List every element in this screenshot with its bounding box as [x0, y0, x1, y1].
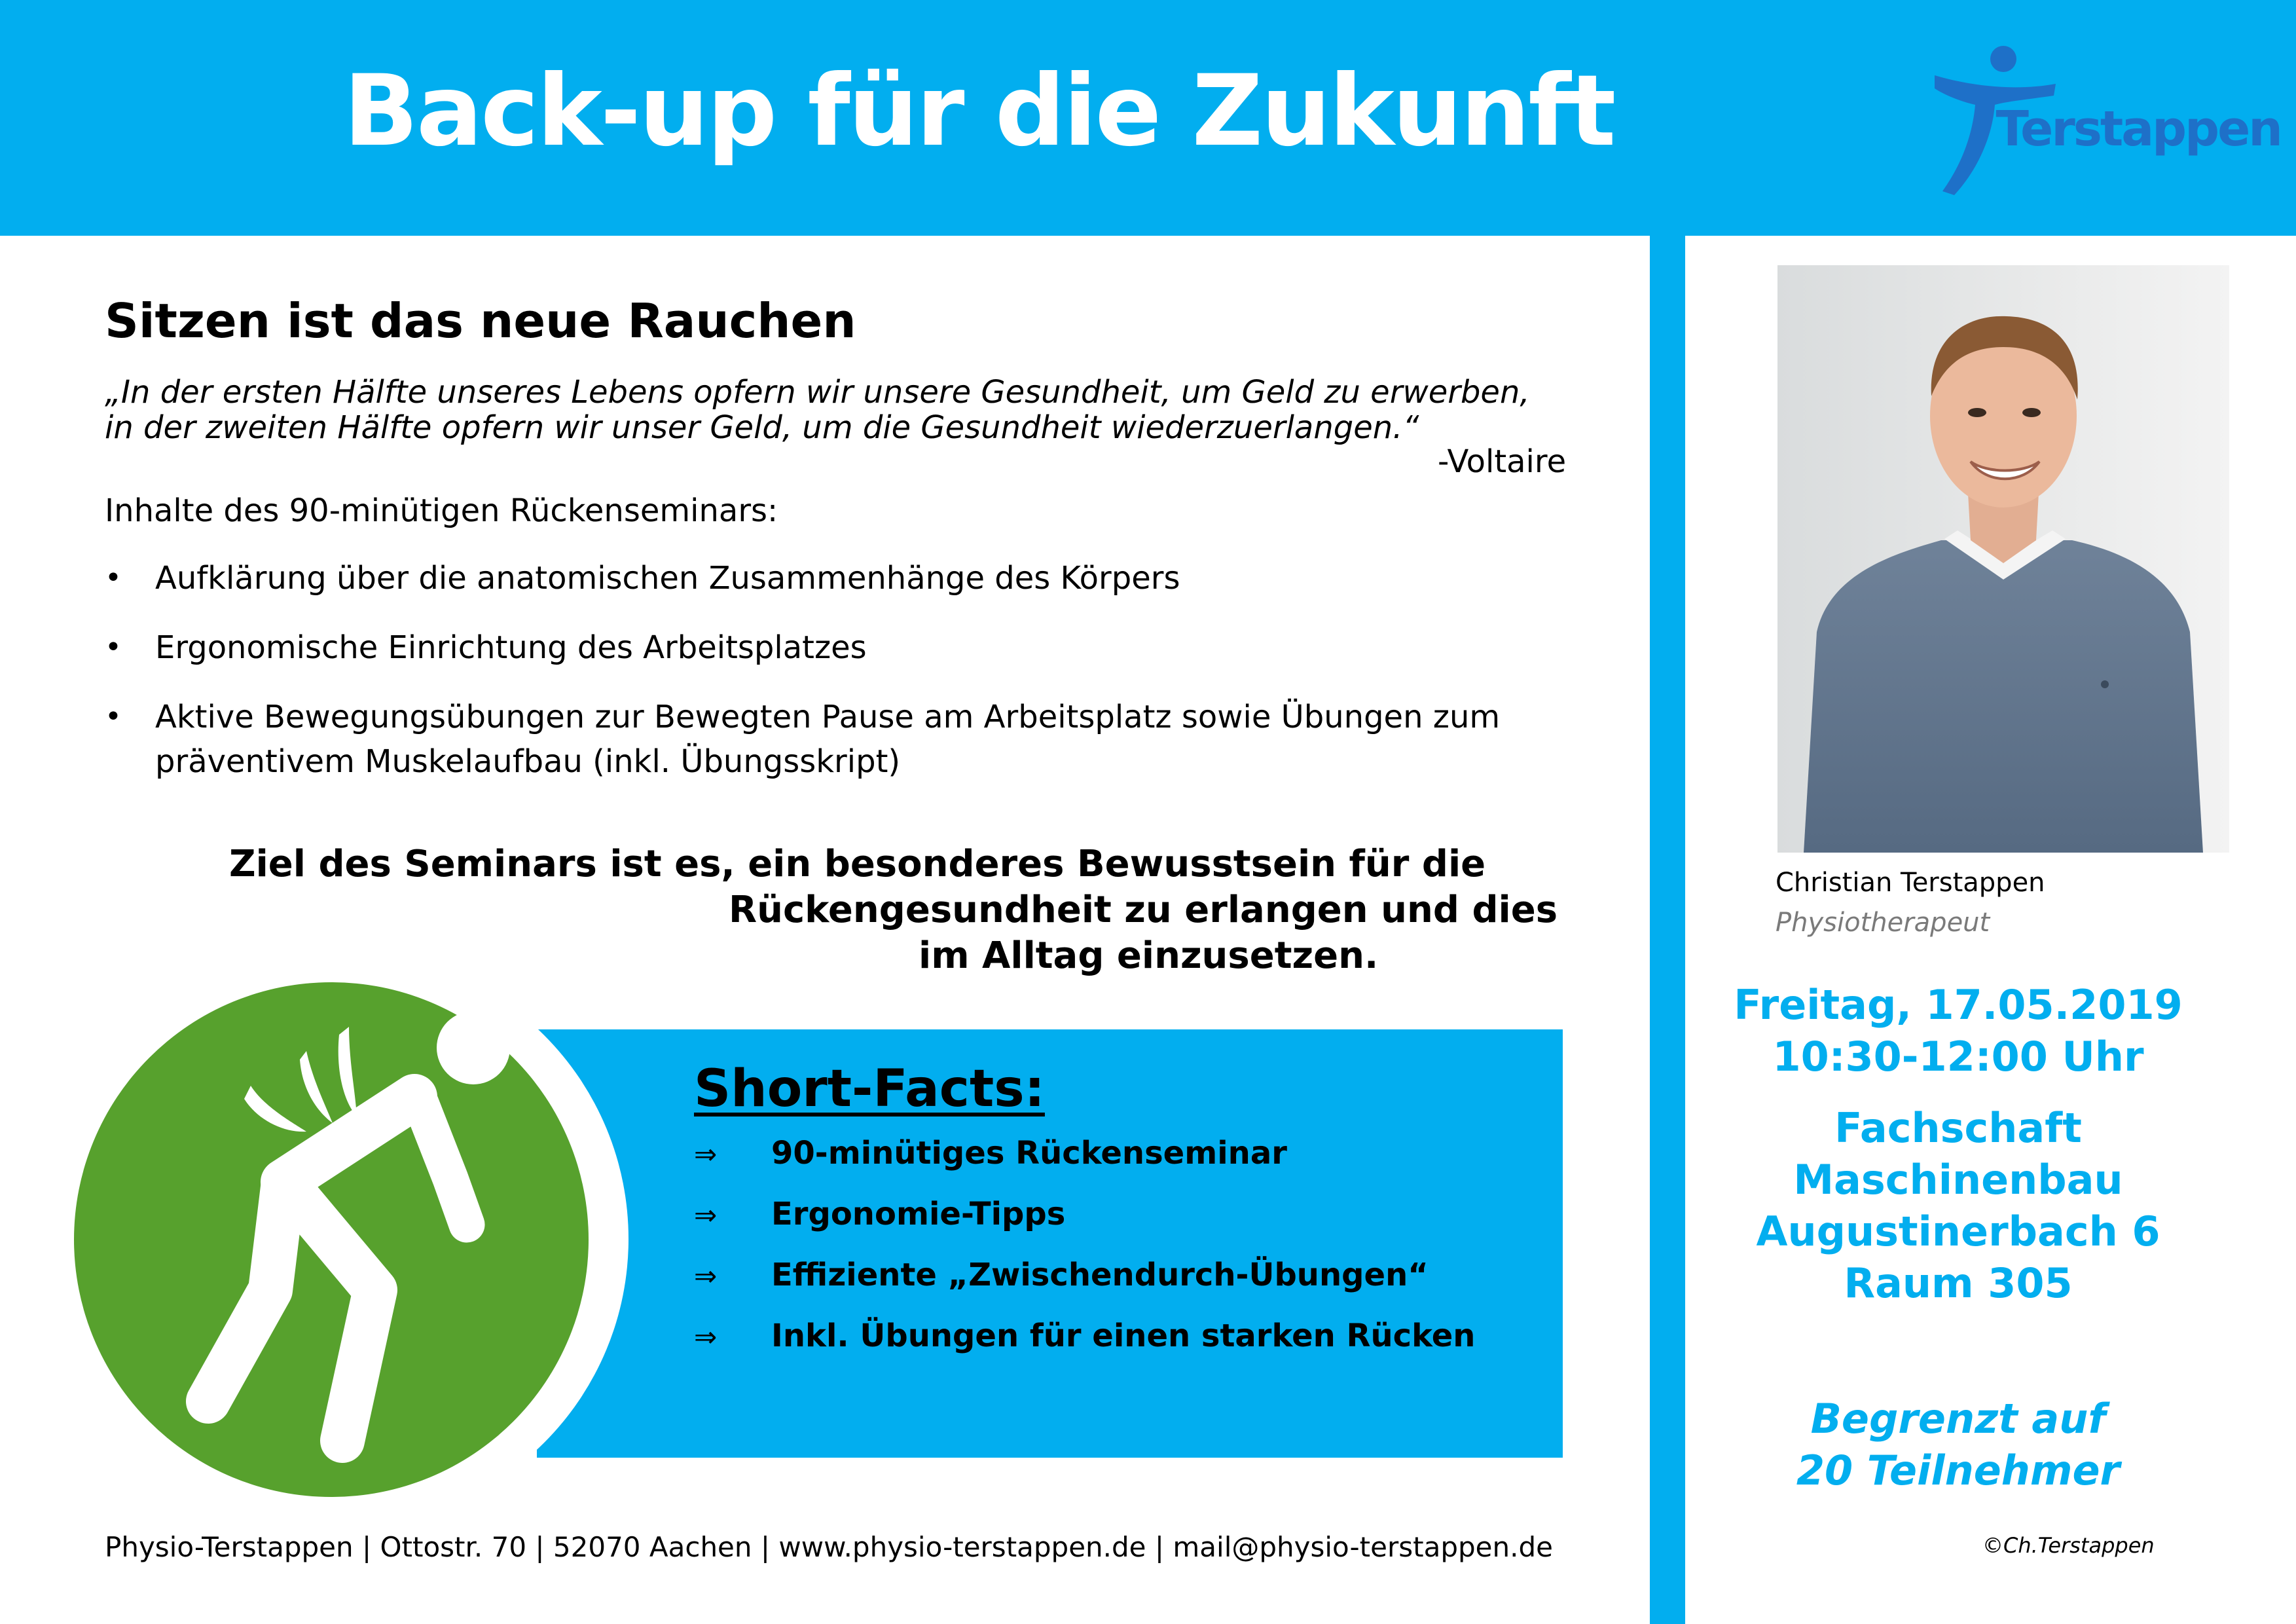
goal-line: Rückengesundheit zu erlangen und dies	[729, 889, 1558, 931]
arrow-right-icon: ⇒	[694, 1138, 718, 1170]
arrow-right-icon: ⇒	[694, 1260, 718, 1292]
speaker-role: Physiotherapeut	[1776, 908, 1990, 938]
list-item-continuation: präventivem Muskelaufbau (inkl. Übungsskript)	[155, 743, 901, 780]
list-item-text: Aktive Bewegungsübungen zur Bewegten Pause am Arbeitsplatz sowie Übungen zum	[155, 699, 1501, 735]
intro-text: Inhalte des 90-minütigen Rückenseminars:	[105, 492, 778, 529]
footer-contact: Physio-Terstappen | Ottostr. 70 | 52070 Aachen | www.physio-terstappen.de | mail@physio-terstappen.de	[105, 1531, 1553, 1563]
section-heading: Sitzen ist das neue Rauchen	[105, 293, 856, 348]
event-time: 10:30-12:00 Uhr	[1772, 1033, 2144, 1080]
divider-strip	[1650, 236, 1685, 1624]
portrait-photo	[1777, 265, 2229, 853]
page-title: Back-up für die Zukunft	[343, 54, 1614, 168]
speaker-name: Christian Terstappen	[1776, 868, 2045, 898]
event-location-line: Fachschaft	[1834, 1104, 2082, 1152]
event-date: Freitag, 17.05.2019	[1734, 981, 2183, 1029]
logo-text	[1994, 100, 2281, 158]
arrow-right-icon: ⇒	[694, 1321, 718, 1353]
goal-line: im Alltag einzusetzen.	[919, 934, 1379, 977]
bullet-icon: •	[105, 561, 122, 595]
event-location-line: Raum 305	[1844, 1259, 2073, 1307]
list-item-text: Aufklärung über die anatomischen Zusammenhänge des Körpers	[155, 560, 1180, 597]
quote-line: in der zweiten Hälfte opfern wir unser Geld, um die Gesundheit wiederzuerlangen.“	[105, 409, 1419, 446]
fact-text: Ergonomie-Tipps	[771, 1196, 1066, 1232]
bullet-icon: •	[105, 700, 122, 733]
quote-line: „In der ersten Hälfte unseres Lebens opfern wir unsere Gesundheit, um Geld zu erwerben,	[105, 374, 1530, 411]
fact-text: Inkl. Übungen für einen starken Rücken	[771, 1318, 1476, 1354]
list-item-text: Ergonomische Einrichtung des Arbeitsplatzes	[155, 629, 867, 666]
participant-limit-line: Begrenzt auf	[1810, 1395, 2106, 1443]
goal-line: Ziel des Seminars ist es, ein besonderes Bewusstsein für die	[229, 843, 1486, 885]
event-location-line: Maschinenbau	[1793, 1156, 2123, 1204]
quote-author: -Voltaire	[1438, 443, 1567, 480]
bullet-icon: •	[105, 631, 122, 664]
arrow-right-icon: ⇒	[694, 1199, 718, 1231]
fact-text: 90-minütiges Rückenseminar	[771, 1135, 1287, 1172]
short-facts-box	[537, 1029, 1563, 1458]
logo-label: Terstappen	[1995, 101, 2281, 157]
back-pain-icon	[74, 982, 589, 1497]
short-facts-title: Short-Facts:	[694, 1060, 1045, 1118]
event-location-line: Augustinerbach 6	[1756, 1208, 2160, 1255]
participant-limit-line: 20 Teilnehmer	[1796, 1447, 2121, 1494]
photo-copyright: ©Ch.Terstappen	[1982, 1533, 2155, 1558]
fact-text: Effiziente „Zwischendurch-Übungen“	[771, 1257, 1429, 1293]
